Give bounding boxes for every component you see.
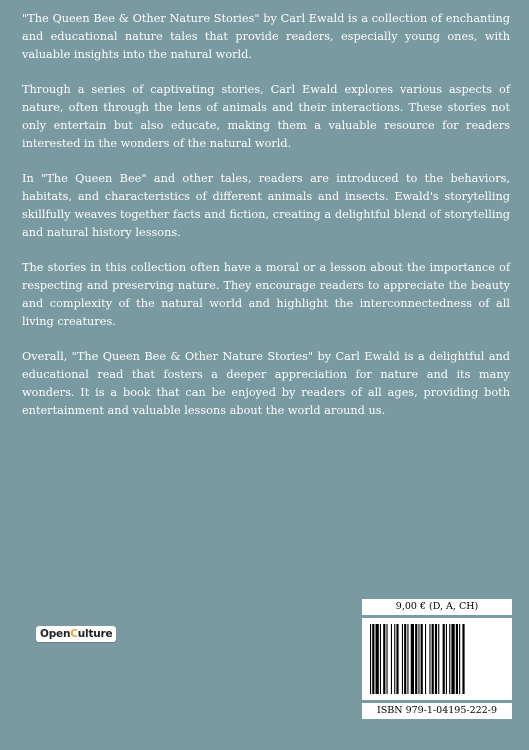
- back-cover-blurb: [22, 10, 510, 437]
- barcode-bar: [459, 624, 460, 694]
- barcode-bar: [402, 624, 403, 694]
- logo-text-ulture: ulture: [77, 628, 113, 640]
- barcode-bars: [368, 624, 506, 694]
- barcode-bar: [425, 624, 426, 694]
- barcode-bar: [451, 624, 454, 694]
- price-label: 9,00 € (D, A, CH): [362, 599, 512, 615]
- barcode-bar: [435, 624, 437, 694]
- barcode-bar: [429, 624, 430, 694]
- blurb-paragraph-1: "The Queen Bee & Other Nature Stories" by Carl Ewald is a collection of enchanting and educational nature tales that provide readers, especially young ones, with valuable insights into the natural world.: [22, 12, 510, 61]
- barcode-bar: [370, 624, 371, 694]
- barcode-bar: [391, 624, 392, 694]
- blurb-paragraph-3: In "The Queen Bee" and other tales, readers are introduced to the behaviors, habitats, and characteristics of different animals and insects. Ewald's storytelling skillfully weaves together facts and fiction, creating a delightful blend of storytelling and natural history lessons.: [22, 172, 510, 239]
- barcode-bar: [387, 624, 388, 694]
- barcode-bar: [380, 624, 381, 694]
- barcode-bar: [376, 624, 379, 694]
- barcode-bar: [438, 624, 439, 694]
- barcode-bar: [404, 624, 406, 694]
- barcode-bar: [394, 624, 395, 694]
- barcode-bar: [443, 624, 445, 694]
- barcode-bar: [383, 624, 385, 694]
- barcode-bar: [456, 624, 458, 694]
- barcode-bar: [411, 624, 414, 694]
- barcode-bar: [407, 624, 408, 694]
- barcode-bar: [421, 624, 423, 694]
- barcode-bar: [415, 624, 417, 694]
- logo-mark: C: [70, 628, 78, 640]
- barcode-bar: [449, 624, 450, 694]
- barcode-bar: [446, 624, 447, 694]
- barcode-bar: [372, 624, 374, 694]
- barcode: [362, 618, 512, 700]
- barcode-bar: [418, 624, 419, 694]
- barcode-bar: [462, 624, 464, 694]
- blurb-paragraph-5: Overall, "The Queen Bee & Other Nature Stories" by Carl Ewald is a delightful and educational read that fosters a deeper appreciation for nature and its many wonders. It is a book that can be enjoyed by readers of all ages, providing both entertainment and valuable lessons about the world around us.: [22, 350, 510, 417]
- isbn-label: ISBN 979-1-04195-222-9: [362, 703, 512, 719]
- publisher-logo: [36, 626, 116, 642]
- barcode-bar: [432, 624, 434, 694]
- blurb-paragraph-4: The stories in this collection often have a moral or a lesson about the importance of respecting and preserving nature. They encourage readers to appreciate the beauty and complexity of the natural world and highlight the interconnectedness of all living creatures.: [22, 261, 510, 328]
- logo-text-open: Open: [40, 628, 71, 640]
- barcode-bar: [396, 624, 398, 694]
- blurb-paragraph-2: Through a series of captivating stories, Carl Ewald explores various aspects of nature, often through the lens of animals and their interactions. These stories not only entertain but also educate, making them a valuable resource for readers interested in the wonders of the natural world.: [22, 83, 510, 150]
